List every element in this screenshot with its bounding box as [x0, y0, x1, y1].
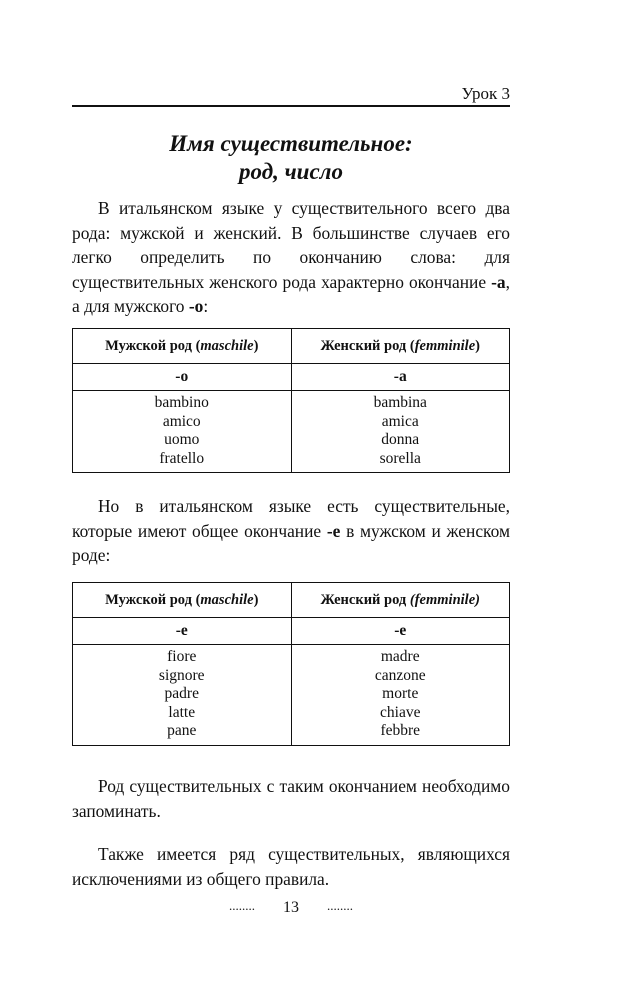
para2-text-2: в мужском и женском роде: [72, 520, 510, 565]
masc-header: Мужской род (maschile) [73, 329, 292, 364]
section-title [72, 130, 510, 186]
list-item: fratello [159, 449, 205, 467]
list-item: amico [162, 412, 201, 430]
list-item: morte [382, 685, 419, 702]
title-line-1: Имя существительное: [169, 131, 413, 156]
masc-words [73, 391, 292, 473]
list-item: uomo [164, 431, 200, 448]
intro-text-1: В итальянском языке у существительного всего два рода: мужской и женский. В большинстве случаев его легко определить по окончанию слова: для существительных женского рода характерно окончание [72, 198, 510, 292]
page-footer [72, 898, 510, 917]
ending-a: -а [491, 271, 506, 292]
table-ending-row [73, 618, 510, 645]
table-header-row [73, 329, 510, 364]
para2-text-1: Но в итальянском языке есть существительные, которые имеют общее окончание [72, 496, 510, 541]
page-number: 13 [283, 899, 299, 916]
fem-words [291, 645, 510, 746]
gender-table-1 [72, 328, 510, 473]
list-item: bambino [154, 394, 209, 411]
list-item: bambina [373, 394, 427, 411]
footer-dots-right: ........ [327, 898, 353, 913]
title-line-2: род, число [239, 159, 343, 184]
fem-header: Женский род (femminile) [291, 329, 510, 364]
fem-header: Женский род (femminile) [291, 583, 510, 618]
table-ending-row [73, 364, 510, 391]
masc-ending: -e [73, 618, 292, 645]
list-item: signore [158, 666, 205, 684]
list-item: sorella [379, 449, 421, 467]
list-item: febbre [380, 722, 421, 739]
lesson-label: Урок 3 [461, 84, 510, 103]
list-item: latte [168, 703, 196, 721]
list-item: padre [164, 685, 199, 702]
table-words-row [73, 645, 510, 746]
table-header-row [73, 583, 510, 618]
list-item: fiore [167, 648, 197, 665]
masc-words [73, 645, 292, 746]
paragraph-4: Также имеется ряд существительных, являющихся исключениями из общего правила. [72, 844, 510, 889]
list-item: madre [380, 648, 420, 665]
list-item: canzone [374, 666, 426, 684]
masc-ending: -o [73, 364, 292, 391]
list-item: amica [381, 412, 419, 430]
gender-table-2 [72, 582, 510, 746]
fem-ending: -a [291, 364, 510, 391]
intro-paragraph [72, 196, 510, 319]
footer-dots-left: ........ [229, 898, 255, 913]
ending-o: -о [188, 296, 204, 316]
list-item: donna [381, 431, 420, 448]
fem-words [291, 391, 510, 473]
list-item: chiave [380, 703, 421, 721]
running-header [72, 80, 510, 107]
intro-text-2: , а для мужского [72, 271, 510, 316]
intro-text-3: : [203, 296, 209, 316]
masc-header: Мужской род (maschile) [73, 583, 292, 618]
fem-ending: -e [291, 618, 510, 645]
table-words-row [73, 391, 510, 473]
paragraph-3: Род существительных с таким окончанием необходимо запоминать. [72, 776, 510, 821]
list-item: pane [167, 722, 197, 739]
paragraph-2 [72, 494, 510, 568]
ending-e: -е [326, 520, 341, 541]
